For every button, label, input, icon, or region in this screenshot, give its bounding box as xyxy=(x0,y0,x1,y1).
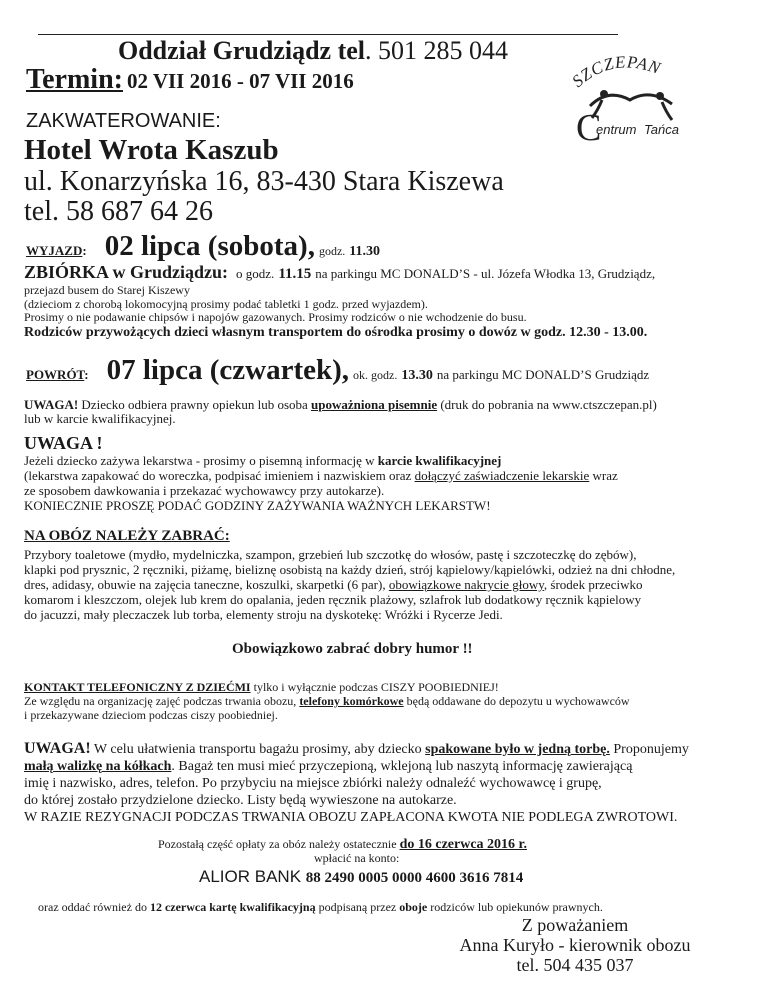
logo-arc-path: SZCZEPAN xyxy=(568,52,664,91)
payment-l3e: rodziców lub opiekunów prawnych. xyxy=(427,900,603,914)
departure-time: 11.30 xyxy=(349,244,380,259)
gathering-parents: Rodziców przywożących dzieci własnym transportem do ośrodka prosimy o dowóz w godz. 12.30 - 13.00. xyxy=(24,325,648,340)
pickup-text-b: (druk do pobrania na www.ctszczepan.pl) xyxy=(437,397,657,412)
return-colon: : xyxy=(84,367,89,382)
logo-arc-text xyxy=(568,52,664,91)
return-time-prefix: ok. godz. xyxy=(353,368,398,382)
departure-colon: : xyxy=(82,243,87,258)
medicine-l2a: (lekarstwa zapakować do woreczka, podpisać imieniem i nazwiskiem oraz xyxy=(24,468,415,483)
medicine-l1a: Jeżeli dziecko zażywa lekarstwa - prosimy o pisemną informację w xyxy=(24,453,378,468)
logo xyxy=(568,48,698,148)
medicine-line-3: ze sposobem dawkowania i przekazać wychowawcy przy autokarze). xyxy=(24,483,385,498)
contact-heading: KONTAKT TELEFONICZNY Z DZIEĆMI xyxy=(24,680,251,694)
luggage-line-3: imię i nazwisko, adres, telefon. Po przybyciu na miejsce zbiórki należy odnaleźć wychowawcę i grupę, xyxy=(24,776,602,791)
packing-l3a: dres, adidasy, obuwie na zajęcia taneczne, koszulki, skarpetki (6 par), xyxy=(24,577,389,592)
contact-l2a: Ze względu na organizację zajęć podczas trwania obozu, xyxy=(24,694,300,708)
return-line xyxy=(26,352,649,394)
packing-line-2: klapki pod prysznic, 2 ręczniki, piżamę, bieliznę osobistą na każdy dzień, strój kąpielowy/kąpielówki, odzież na dni chłodne, xyxy=(24,562,676,577)
payment-line-2: wpłacić na konto: xyxy=(314,851,400,865)
payment-deadline: do 16 czerwca 2016 r. xyxy=(399,837,527,852)
luggage-l1a: W celu ułatwienia transportu bagażu prosimy, aby dziecko xyxy=(90,742,426,757)
payment-l3a: oraz oddać również do xyxy=(38,900,150,914)
term-line xyxy=(26,64,354,100)
medicine-card: karcie kwalifikacyjnej xyxy=(377,453,502,468)
signature-phone: tel. 504 435 037 xyxy=(516,955,634,975)
payment-card: 12 czerwca kartę kwalifikacyjną xyxy=(149,900,316,914)
logo-entrum: entrum xyxy=(596,122,637,137)
contact-line-3: i przekazywane dzieciom podczas ciszy poobiedniej. xyxy=(24,708,278,722)
signature-block xyxy=(450,915,700,975)
pickup-notice xyxy=(24,397,657,412)
medicine-heading: UWAGA ! xyxy=(24,433,103,453)
term-label: Termin: xyxy=(26,64,123,95)
hotel-address: ul. Konarzyńska 16, 83-430 Stara Kiszewa xyxy=(24,166,504,197)
packing-line-3 xyxy=(24,577,642,592)
hotel-phone: tel. 58 687 64 26 xyxy=(24,196,213,227)
packing-heading: NA OBÓZ NALEŻY ZABRAĆ: xyxy=(24,528,230,544)
packing-headwear: obowiązkowe nakrycie głowy xyxy=(388,577,544,592)
luggage-uwaga: UWAGA! xyxy=(24,740,91,757)
accommodation-label: ZAKWATEROWANIE: xyxy=(26,110,221,132)
pickup-text-a: Dziecko odbiera prawny opiekun lub osoba xyxy=(78,397,312,412)
payment-l3c: podpisaną przez xyxy=(315,900,400,914)
return-place: na parkingu MC DONALD’S Grudziądz xyxy=(436,367,650,382)
pickup-card: lub w karcie kwalifikacyjnej. xyxy=(24,411,176,426)
gathering-label: ZBIÓRKA w Grudziądzu: xyxy=(24,262,229,282)
medicine-l2c: wraz xyxy=(589,468,618,483)
packing-line-5: do jacuzzi, mały pleczaczek lub torba, elementy stroju na dyskotekę: Wróżki i Rycerze Jedi. xyxy=(24,607,503,622)
gathering-place: na parkingu MC DONALD’S - ul. Józefa Włodka 13, Grudziądz, xyxy=(315,266,656,281)
return-time: 13.30 xyxy=(401,368,433,383)
top-rule xyxy=(38,34,618,35)
contact-line-2 xyxy=(24,694,630,708)
pickup-uwaga: UWAGA! xyxy=(24,397,79,412)
payment-line-3 xyxy=(38,899,603,915)
medicine-line-1 xyxy=(24,453,501,468)
logo-c: C xyxy=(576,107,602,148)
packing-l3c: , środek przeciwko xyxy=(543,577,643,592)
packing-line-4: komarom i kleszczom, olejek lub krem do opalania, jeden ręcznik plażowy, szlafrok lub dodatkowy ręcznik kąpielowy xyxy=(24,592,642,607)
luggage-line-1 xyxy=(24,740,689,759)
luggage-line-5: W RAZIE REZYGNACJI PODCZAS TRWANIA OBOZU ZAPŁACONA KWOTA NIE PODLEGA ZWROTOWI. xyxy=(24,810,678,825)
luggage-l2b: . Bagaż ten musi mieć przyczepioną, wklejoną lub naszytą informację zawierającą xyxy=(171,759,633,774)
departure-label: WYJAZD xyxy=(26,243,83,258)
medicine-certificate: dołączyć zaświadczenie lekarskie xyxy=(414,468,590,483)
signature-greeting: Z poważaniem xyxy=(521,915,629,935)
contact-l2c: będą oddawane do depozytu u wychowawców xyxy=(403,694,630,708)
luggage-line-2 xyxy=(24,758,632,775)
logo-tanca: Tańca xyxy=(644,122,679,137)
contact-line-1 xyxy=(24,680,499,694)
pickup-authorized: upoważniona pisemnie xyxy=(311,397,438,412)
gathering-bus: przejazd busem do Starej Kiszewy xyxy=(24,283,190,297)
contact-h-rest: tylko i wyłącznie podczas CISZY POOBIEDNIEJ! xyxy=(250,680,499,694)
term-dates: 02 VII 2016 - 07 VII 2016 xyxy=(126,69,354,93)
medicine-line-2 xyxy=(24,468,618,483)
luggage-line-4: do której zostało przydzielone dziecko. Listy będą wywieszone na autokarze. xyxy=(24,793,457,808)
return-date: 07 lipca (czwartek), xyxy=(106,354,350,386)
logo-graphic xyxy=(568,48,698,148)
gathering-line xyxy=(24,261,655,285)
gathering-no-chips: Prosimy o nie podawanie chipsów i napojów gazowanych. Prosimy rodziców o nie wchodzenie do busu. xyxy=(24,310,527,324)
payment-l1a: Pozostałą część opłaty za obóz należy ostatecznie xyxy=(158,837,400,851)
return-label: POWRÓT xyxy=(26,367,85,382)
gathering-time-prefix: o godz. xyxy=(236,266,275,281)
contact-phones: telefony komórkowe xyxy=(299,694,404,708)
luggage-one-bag: spakowane było w jedną torbę. xyxy=(425,742,610,757)
signature-name: Anna Kuryło - kierownik obozu xyxy=(459,935,691,955)
branch-phone: . 501 285 044 xyxy=(365,36,508,65)
branch-line xyxy=(118,36,508,66)
bank-line xyxy=(199,866,523,889)
bank-name: ALIOR BANK xyxy=(199,867,306,886)
gathering-time: 11.15 xyxy=(278,266,312,282)
humor-line: Obowiązkowo zabrać dobry humor !! xyxy=(232,641,473,657)
bank-account: 88 2490 0005 0000 4600 3616 7814 xyxy=(305,870,524,886)
medicine-line-4: KONIECZNIE PROSZĘ PODAĆ GODZINY ZAŻYWANIA WAŻNYCH LEKARSTW! xyxy=(24,498,491,513)
gathering-motion-sickness: (dzieciom z chorobą lokomocyjną prosimy podać tabletki 1 godz. przed wyjazdem). xyxy=(24,297,428,311)
payment-both: oboje xyxy=(399,900,428,914)
packing-line-1: Przybory toaletowe (mydło, mydelniczka, szampon, grzebień lub szczotkę do włosów, pastę i szczoteczkę do zębów), xyxy=(24,547,637,562)
departure-date: 02 lipca (sobota), xyxy=(104,230,315,262)
luggage-l1c: Proponujemy xyxy=(609,742,689,757)
hotel-name: Hotel Wrota Kaszub xyxy=(24,134,279,166)
luggage-suitcase: małą walizkę na kółkach xyxy=(24,759,172,774)
departure-time-prefix: godz. xyxy=(318,244,346,258)
branch-name: Oddział Grudziądz tel xyxy=(118,36,365,65)
